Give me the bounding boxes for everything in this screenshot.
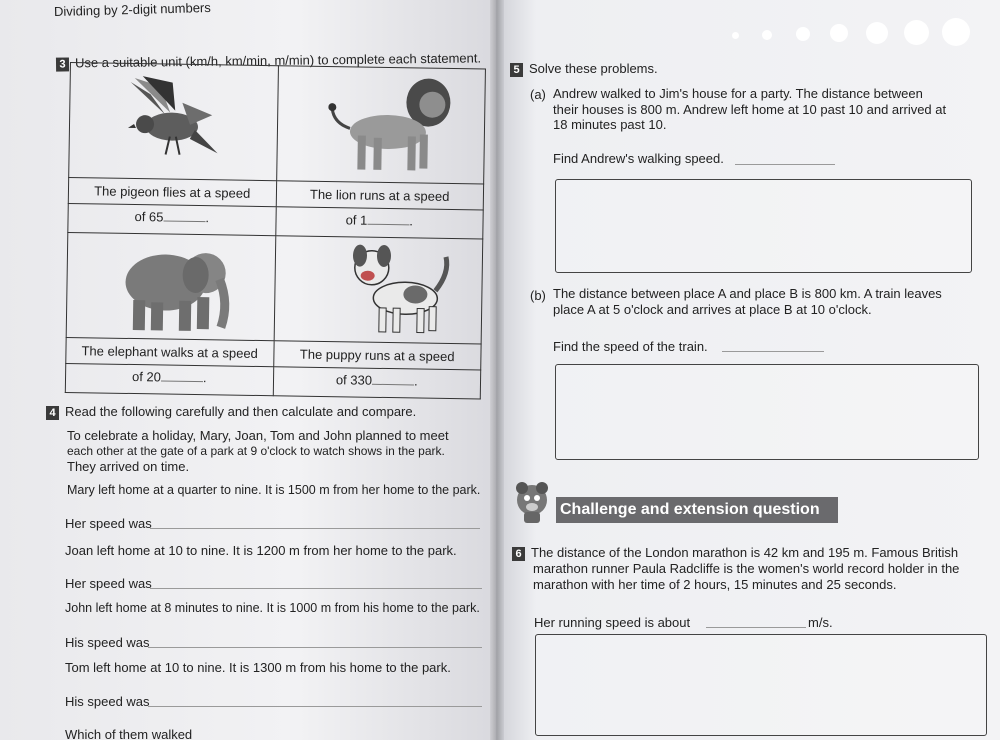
q4-instruction-text: Read the following carefully and then calculate and compare. bbox=[65, 404, 417, 419]
elephant-picture-cell bbox=[66, 232, 275, 340]
pigeon-value: of 65 bbox=[134, 209, 164, 225]
q5-title bbox=[510, 61, 658, 77]
elephant-value: of 20 bbox=[131, 369, 162, 385]
q5b-find: Find the speed of the train. bbox=[553, 339, 708, 354]
q6-speed-label: Her running speed is about bbox=[534, 615, 691, 630]
pigeon-unit-blank[interactable] bbox=[163, 208, 205, 222]
q5-number: 5 bbox=[510, 63, 523, 77]
lion-line1: The lion runs at a speed bbox=[276, 181, 484, 210]
pigeon-icon bbox=[119, 74, 220, 166]
q4-her-speed-2: Her speed was bbox=[65, 576, 152, 591]
q3-instruction-text: Use a suitable unit (km/h, km/min, m/min) to complete each statement. bbox=[74, 50, 482, 71]
lion-value: of 1 bbox=[345, 212, 368, 228]
q5a-line3: 18 minutes past 10. bbox=[553, 117, 667, 132]
dot-icon bbox=[732, 32, 739, 39]
dot-icon bbox=[942, 18, 970, 46]
dot-icon bbox=[904, 20, 929, 45]
q5a-label: (a) bbox=[530, 87, 546, 102]
elephant-fill bbox=[65, 363, 273, 395]
john-speed-answer-line[interactable] bbox=[148, 647, 482, 648]
left-page bbox=[0, 0, 496, 740]
q4-intro-3: They arrived on time. bbox=[67, 459, 190, 474]
q6-line1 bbox=[512, 545, 958, 561]
puppy-value: of 330 bbox=[335, 372, 373, 388]
q5b-line1: The distance between place A and place B is 800 km. A train leaves bbox=[553, 286, 942, 301]
lion-picture-cell bbox=[276, 66, 485, 184]
q5a-line1: Andrew walked to Jim's house for a party. The distance between bbox=[553, 86, 923, 101]
q4-john: John left home at 8 minutes to nine. It is 1000 m from his home to the park. bbox=[65, 601, 480, 615]
puppy-line1: The puppy runs at a speed bbox=[273, 341, 481, 370]
dot-icon bbox=[866, 22, 888, 44]
q4-tom: Tom left home at 10 to nine. It is 1300 m from his home to the park. bbox=[65, 660, 451, 675]
q5b-working-box[interactable] bbox=[555, 364, 979, 460]
q4-intro-2: each other at the gate of a park at 9 o'clock to watch shows in the park. bbox=[67, 444, 445, 458]
pigeon-line1: The pigeon flies at a speed bbox=[68, 177, 276, 206]
dot-icon bbox=[796, 27, 810, 41]
challenge-banner: Challenge and extension question bbox=[556, 497, 838, 523]
lion-end: . bbox=[409, 213, 414, 229]
puppy-picture-cell bbox=[274, 236, 483, 344]
q5-title-text: Solve these problems. bbox=[529, 61, 658, 76]
puppy-icon bbox=[344, 241, 455, 338]
q4-instruction bbox=[46, 404, 416, 420]
book-gutter bbox=[490, 0, 504, 740]
q5b-label: (b) bbox=[530, 288, 546, 303]
tom-speed-answer-line[interactable] bbox=[148, 706, 482, 707]
q6-unit: m/s. bbox=[808, 615, 833, 630]
elephant-unit-blank[interactable] bbox=[161, 368, 203, 382]
q4-joan: Joan left home at 10 to nine. It is 1200 m from her home to the park. bbox=[65, 543, 457, 558]
q6-answer-line[interactable] bbox=[706, 627, 806, 628]
elephant-end: . bbox=[202, 370, 207, 386]
q6-number: 6 bbox=[512, 547, 525, 561]
lion-fill bbox=[275, 207, 483, 239]
q5b-line2: place A at 5 o'clock and arrives at place B at 10 o'clock. bbox=[553, 302, 872, 317]
animal-speed-table bbox=[65, 62, 486, 399]
q4-his-speed-1: His speed was bbox=[65, 635, 150, 650]
q3-number: 3 bbox=[56, 57, 69, 71]
q4-her-speed-1: Her speed was bbox=[65, 516, 152, 531]
q6-line3: marathon with her time of 2 hours, 15 minutes and 25 seconds. bbox=[533, 577, 897, 592]
puppy-end: . bbox=[413, 373, 418, 389]
lion-unit-blank[interactable] bbox=[367, 212, 409, 226]
q5b-answer-line[interactable] bbox=[722, 351, 824, 352]
running-head: Dividing by 2-digit numbers bbox=[53, 0, 211, 20]
mary-speed-answer-line[interactable] bbox=[150, 528, 480, 529]
mascot-icon bbox=[510, 478, 554, 524]
dot-icon bbox=[830, 24, 848, 42]
q4-mary: Mary left home at a quarter to nine. It is 1500 m from her home to the park. bbox=[67, 483, 481, 497]
elephant-icon bbox=[117, 240, 238, 337]
q5a-answer-line[interactable] bbox=[735, 164, 835, 165]
lion-icon bbox=[327, 73, 459, 180]
q4-which: Which of them walked bbox=[65, 727, 193, 740]
puppy-unit-blank[interactable] bbox=[372, 372, 414, 386]
q4-intro-1: To celebrate a holiday, Mary, Joan, Tom and John planned to meet bbox=[67, 428, 449, 443]
q6-working-box[interactable] bbox=[535, 634, 987, 736]
elephant-line1: The elephant walks at a speed bbox=[66, 337, 274, 366]
q5a-find: Find Andrew's walking speed. bbox=[553, 151, 724, 166]
pigeon-end: . bbox=[205, 210, 210, 226]
pigeon-picture-cell bbox=[69, 63, 278, 181]
pigeon-fill bbox=[68, 203, 276, 235]
q6-line1-text: The distance of the London marathon is 42 km and 195 m. Famous British bbox=[531, 545, 959, 560]
q4-his-speed-2: His speed was bbox=[65, 694, 150, 709]
q5a-line2: their houses is 800 m. Andrew left home at 10 past 10 and arrived at bbox=[553, 102, 947, 117]
joan-speed-answer-line[interactable] bbox=[150, 588, 482, 589]
q5a-working-box[interactable] bbox=[555, 179, 972, 273]
q6-line2: marathon runner Paula Radcliffe is the women's world record holder in the bbox=[533, 561, 960, 576]
puppy-fill bbox=[273, 367, 481, 399]
dot-icon bbox=[762, 30, 772, 40]
q4-number: 4 bbox=[46, 406, 59, 420]
